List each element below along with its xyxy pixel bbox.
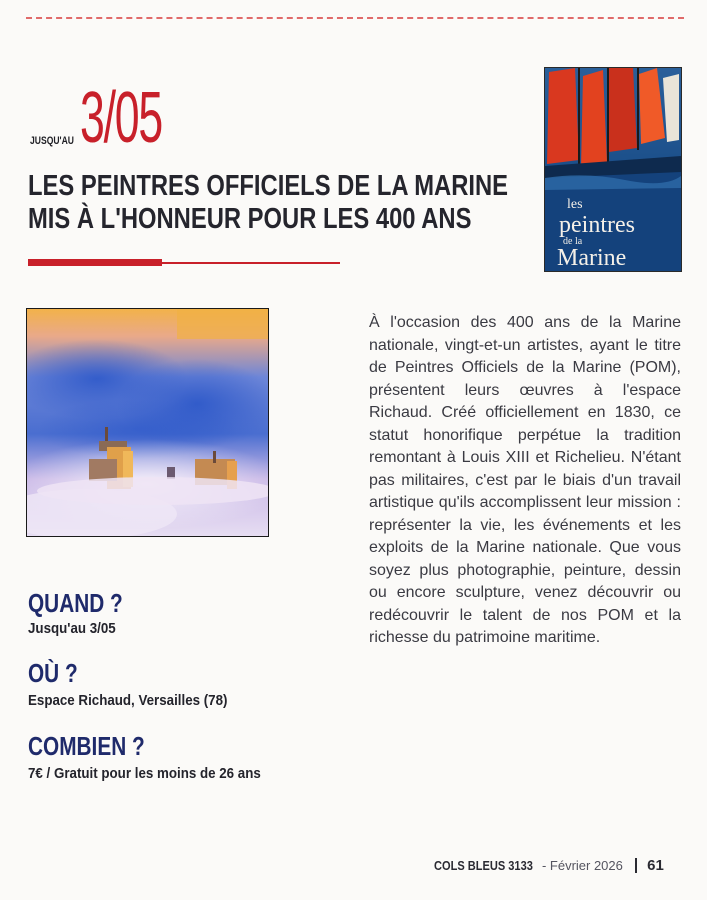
where-heading: OÙ ?	[28, 658, 78, 688]
magazine-name: COLS BLEUS 3133	[434, 858, 533, 873]
date-kicker: JUSQU'AU	[30, 135, 74, 147]
price-heading: COMBIEN ?	[28, 731, 145, 761]
poster-title-line-3: de la	[563, 236, 583, 247]
painting-illustration	[27, 309, 268, 536]
article-body: À l'occasion des 400 ans de la Marine nationale, vingt-et-un artistes, ayant le titre de Peintres Officiels de la Marine (POM), présentent leurs œuvres à l'espace Richaud. Créé officiellement en 1830, ce statut honorifique perpétue la tradition remontant à Louis XIII et Richelieu. N'étant pas militaires, c'est par le biais d'un travail artistique qu'ils accomplissent leur mission : représenter la vie, les événements et les exploits de la Marine nationale. Que vous soyez plus photographie, peinture, dessin ou encore sculpture, venez découvrir ou redécouvrir le talent de nos POM et la richesse du patrimoine maritime.	[369, 314, 681, 646]
featured-painting	[26, 308, 269, 537]
poster-title-line-2: peintres	[559, 212, 635, 238]
issue-date: - Février 2026	[541, 858, 623, 873]
headline-rule-thin	[160, 262, 340, 264]
when-value: Jusqu'au 3/05	[28, 621, 116, 637]
page-footer	[434, 857, 664, 875]
top-dashed-rule	[26, 17, 684, 19]
page-number: 61	[647, 857, 664, 874]
poster-title	[553, 196, 635, 269]
exhibition-poster	[544, 67, 682, 272]
article-headline	[28, 170, 509, 236]
footer-separator	[635, 858, 637, 873]
end-date: 3/05	[80, 78, 162, 158]
headline-line-1: LES PEINTRES OFFICIELS DE LA MARINE	[28, 170, 509, 202]
poster-title-line-4: Marine	[557, 245, 627, 271]
headline-line-2: MIS À L'HONNEUR POUR LES 400 ANS	[28, 203, 472, 235]
where-value: Espace Richaud, Versailles (78)	[28, 693, 228, 709]
poster-title-line-1: les	[567, 197, 583, 212]
price-value: 7€ / Gratuit pour les moins de 26 ans	[28, 766, 261, 782]
when-heading: QUAND ?	[28, 588, 123, 618]
headline-rule-thick	[28, 259, 162, 266]
